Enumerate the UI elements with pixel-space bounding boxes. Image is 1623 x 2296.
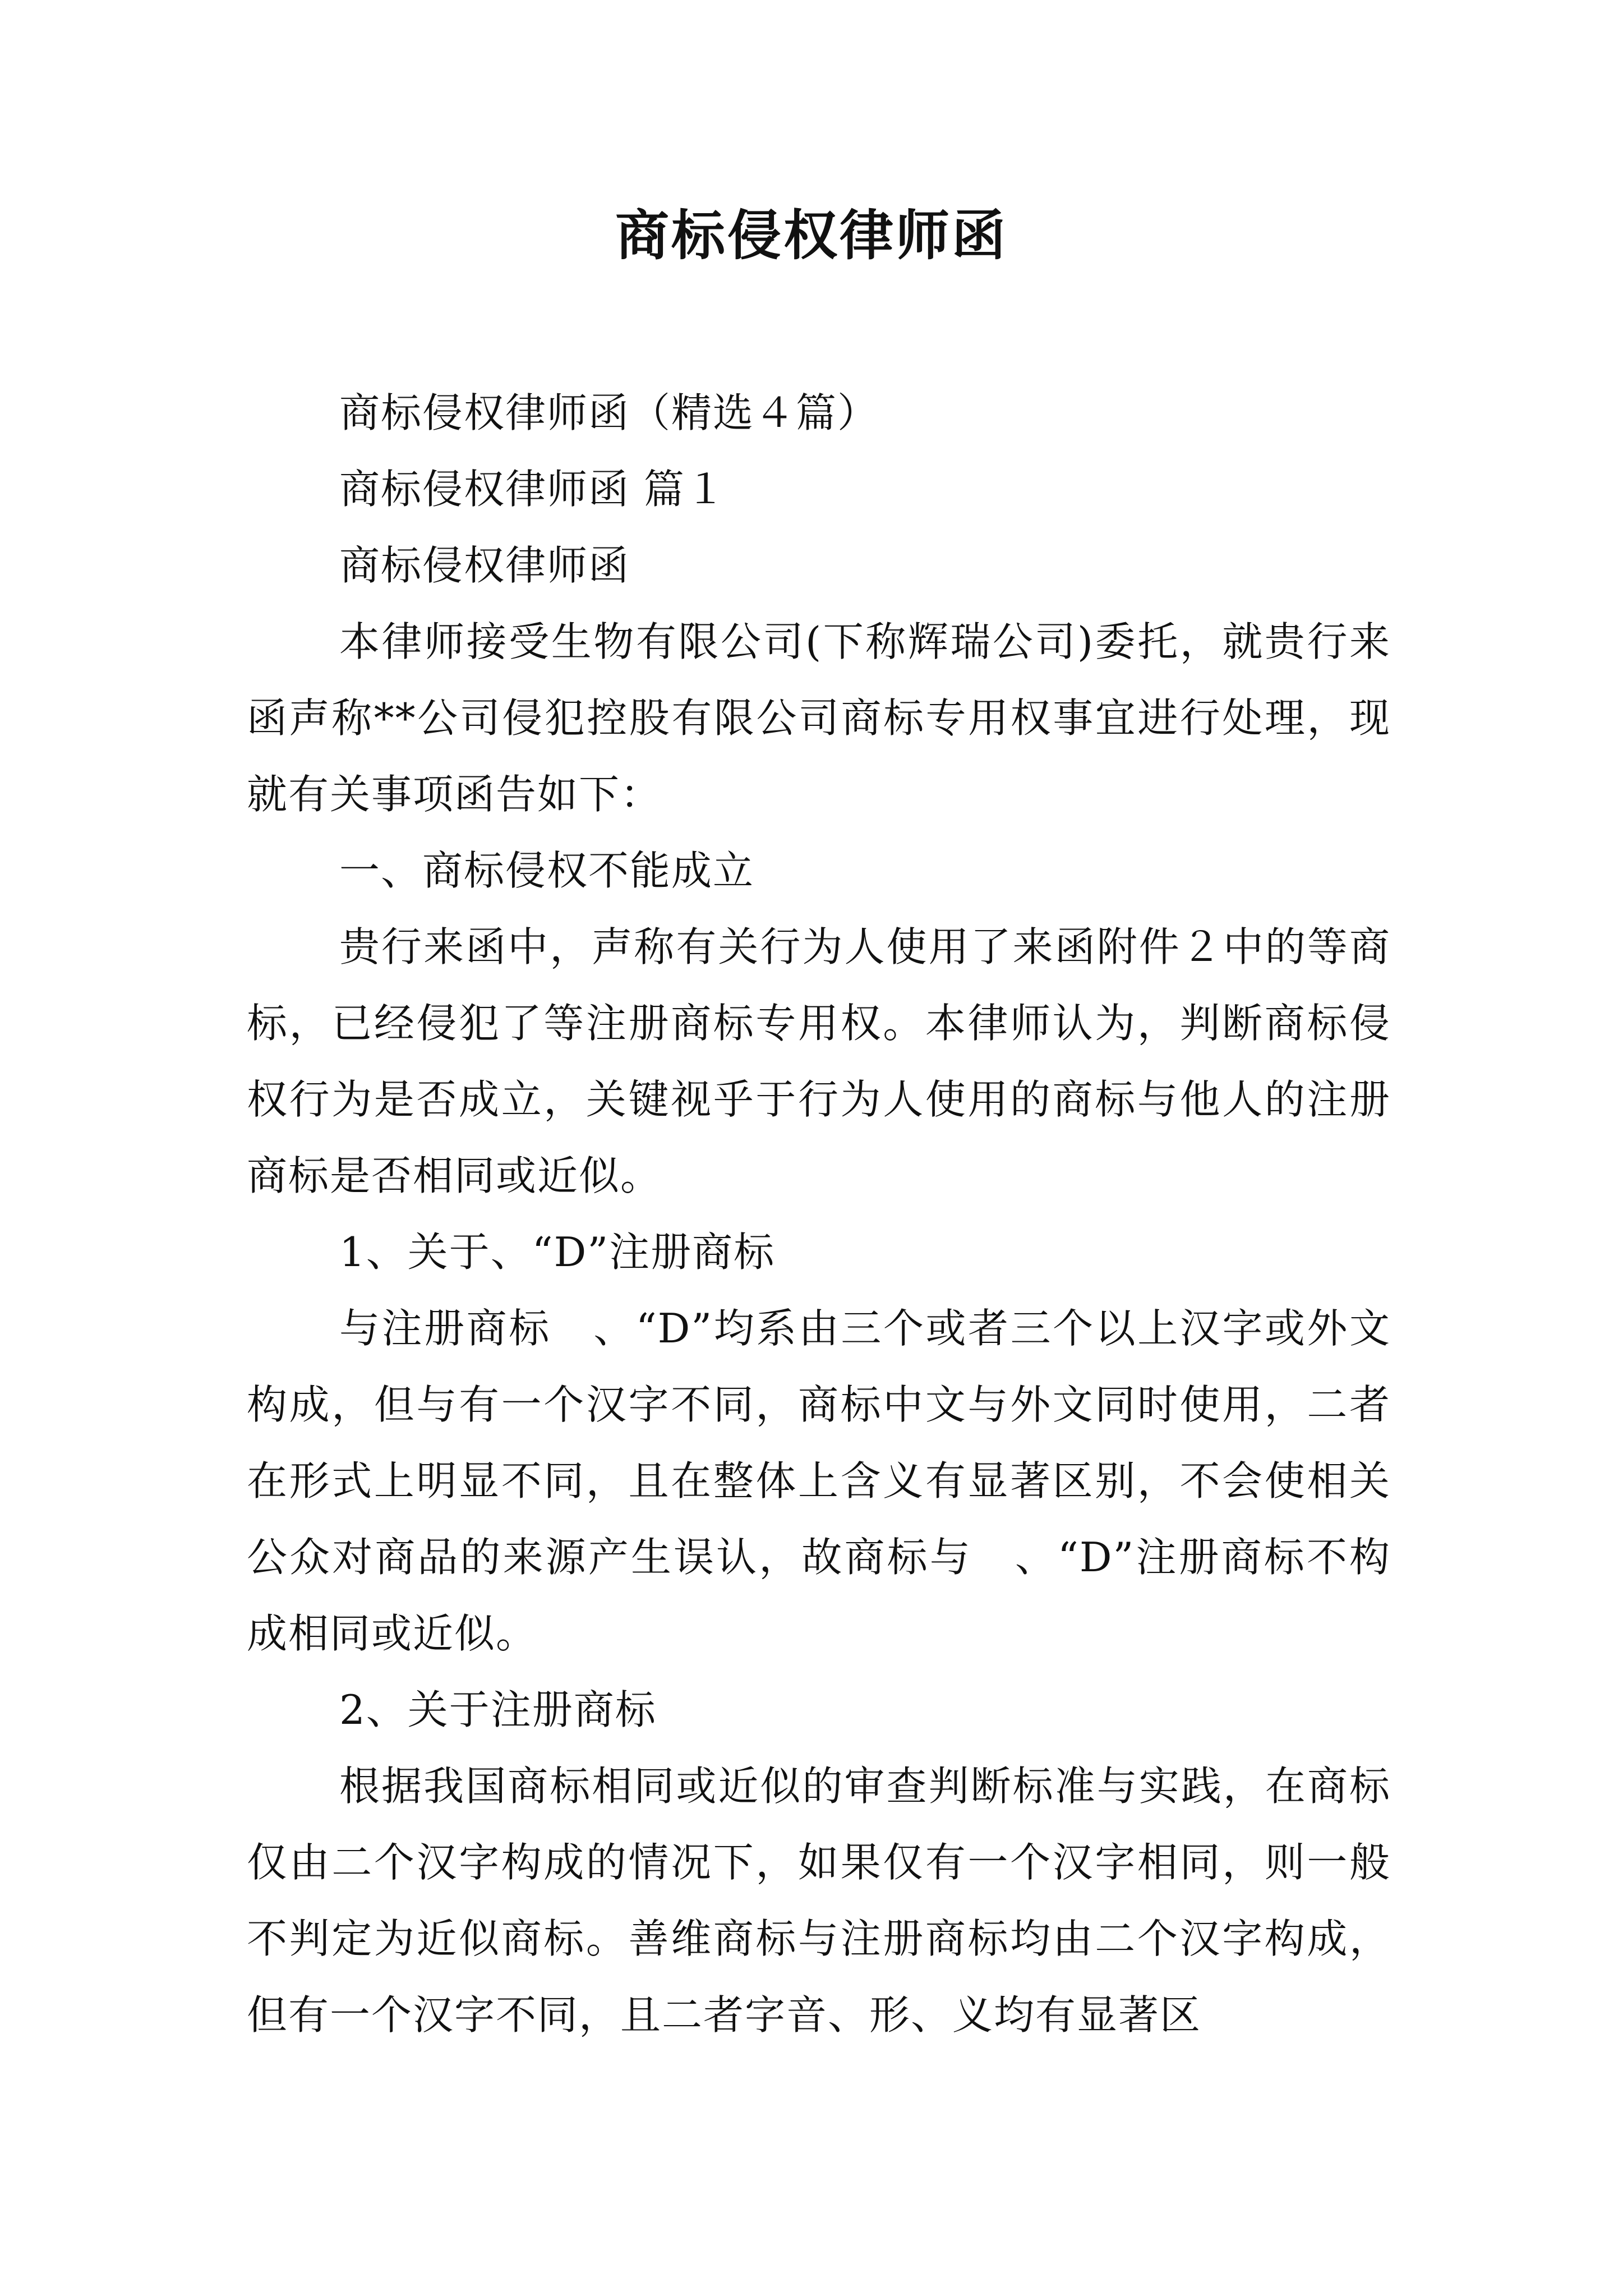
paragraph-body-1: 贵行来函中，声称有关行为人使用了来函附件２中的等商标，已经侵犯了等注册商标专用权。本律师认为，判断商标侵权行为是否成立，关键视乎于行为人使用的商标与他人的注册商标是否相同或近似。 — [247, 923, 1391, 1199]
paragraph-body-2: 与注册商标 、“D”均系由三个或者三个以上汉字或外文构成，但与有一个汉字不同，商标中文与外文同时使用，二者在形式上明显不同，且在整体上含义有显著区别，不会使相关公众对商品的来源产生误认，故商标与 、“D”注册商标不构成相同或近似。 — [247, 1305, 1391, 1657]
paragraph-letter-title: 商标侵权律师函 — [339, 542, 630, 589]
paragraph-section-heading: 商标侵权律师函 篇１ — [339, 466, 727, 513]
paragraph-heading-1-2: 2、关于注册商标 — [339, 1686, 657, 1733]
document-title: 商标侵权律师函 — [615, 204, 1008, 267]
paragraph-intro: 本律师接受生物有限公司(下称辉瑞公司)委托，就贵行来函声称**公司侵犯控股有限公司商标专用权事宜进行处理，现就有关事项函告如下： — [247, 618, 1391, 818]
paragraph-heading-1: 一、商标侵权不能成立 — [339, 847, 755, 894]
document-body — [247, 375, 1391, 2053]
paragraph-subtitle: 商标侵权律师函（精选４篇） — [339, 389, 879, 436]
paragraph-heading-1-1: 1、关于、“D”注册商标 — [339, 1228, 776, 1276]
paragraph-body-3: 根据我国商标相同或近似的审查判断标准与实践，在商标仅由二个汉字构成的情况下，如果仅有一个汉字相同，则一般不判定为近似商标。善维商标与注册商标均由二个汉字构成，但有一个汉字不同，且二者字音、形、义均有显著区 — [247, 1763, 1391, 2039]
